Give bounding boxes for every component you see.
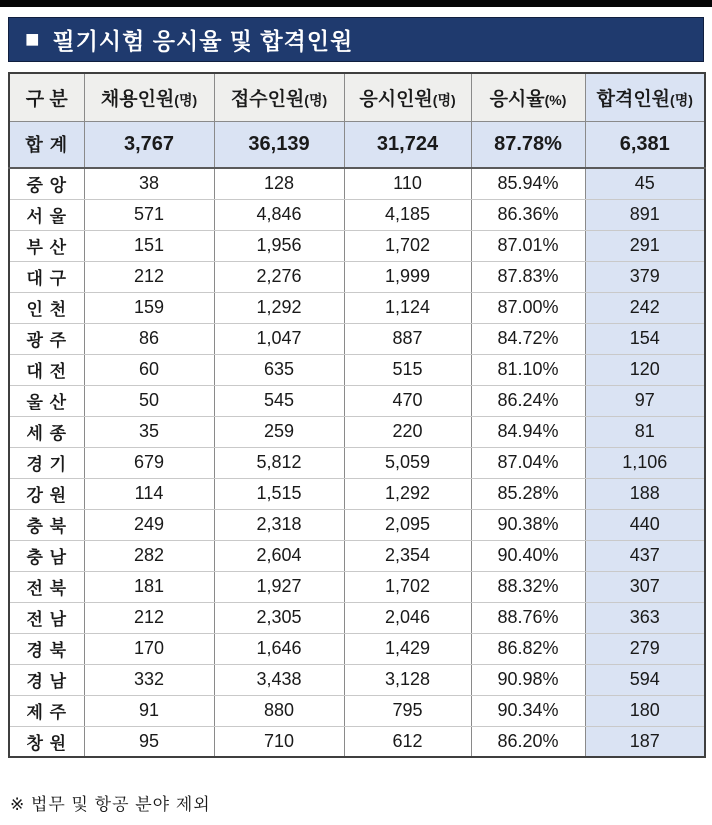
value-cell: 60 (84, 354, 214, 385)
header-row (9, 73, 705, 121)
value-cell: 891 (585, 199, 705, 230)
value-cell: 379 (585, 261, 705, 292)
column-header (344, 73, 471, 121)
value-cell: 90.34% (471, 695, 585, 726)
value-cell: 307 (585, 571, 705, 602)
value-cell: 85.94% (471, 168, 585, 199)
table-row (9, 261, 705, 292)
value-cell: 81.10% (471, 354, 585, 385)
value-cell: 87.00% (471, 292, 585, 323)
column-header (84, 73, 214, 121)
value-cell: 679 (84, 447, 214, 478)
column-header-label: 합격인원 (596, 88, 671, 110)
value-cell: 2,046 (344, 602, 471, 633)
value-cell: 4,846 (214, 199, 344, 230)
value-cell: 220 (344, 416, 471, 447)
value-cell: 880 (214, 695, 344, 726)
value-cell: 212 (84, 602, 214, 633)
row-label: 중 앙 (9, 168, 84, 199)
value-cell: 86.20% (471, 726, 585, 757)
table-row (9, 168, 705, 199)
table-row (9, 385, 705, 416)
row-label: 경 북 (9, 633, 84, 664)
top-divider-bar (0, 0, 712, 7)
value-cell: 2,354 (344, 540, 471, 571)
value-cell: 88.76% (471, 602, 585, 633)
value-cell: 1,927 (214, 571, 344, 602)
column-header-unit: (명) (670, 91, 693, 108)
value-cell: 87.78% (471, 121, 585, 168)
row-label: 전 북 (9, 571, 84, 602)
value-cell: 97 (585, 385, 705, 416)
row-label: 전 남 (9, 602, 84, 633)
value-cell: 159 (84, 292, 214, 323)
row-label: 대 구 (9, 261, 84, 292)
table-row (9, 354, 705, 385)
value-cell: 95 (84, 726, 214, 757)
section-title-bar (8, 17, 704, 62)
value-cell: 249 (84, 509, 214, 540)
table-row (9, 664, 705, 695)
value-cell: 88.32% (471, 571, 585, 602)
value-cell: 545 (214, 385, 344, 416)
value-cell: 1,515 (214, 478, 344, 509)
value-cell: 332 (84, 664, 214, 695)
row-label: 경 남 (9, 664, 84, 695)
value-cell: 151 (84, 230, 214, 261)
value-cell: 81 (585, 416, 705, 447)
value-cell: 45 (585, 168, 705, 199)
table-row (9, 571, 705, 602)
value-cell: 282 (84, 540, 214, 571)
footnote: ※ 법무 및 항공 분야 제외 (10, 795, 211, 814)
value-cell: 2,305 (214, 602, 344, 633)
value-cell: 3,128 (344, 664, 471, 695)
value-cell: 437 (585, 540, 705, 571)
column-header-label: 응시율 (489, 88, 545, 110)
value-cell: 571 (84, 199, 214, 230)
value-cell: 291 (585, 230, 705, 261)
value-cell: 87.01% (471, 230, 585, 261)
column-header-label: 응시인원 (359, 88, 433, 110)
value-cell: 128 (214, 168, 344, 199)
value-cell: 795 (344, 695, 471, 726)
value-cell: 180 (585, 695, 705, 726)
value-cell: 50 (84, 385, 214, 416)
value-cell: 87.83% (471, 261, 585, 292)
column-header-unit: (%) (544, 91, 567, 108)
row-label: 충 남 (9, 540, 84, 571)
value-cell: 1,047 (214, 323, 344, 354)
value-cell: 1,956 (214, 230, 344, 261)
value-cell: 279 (585, 633, 705, 664)
value-cell: 2,276 (214, 261, 344, 292)
column-header (585, 73, 705, 121)
value-cell: 84.94% (471, 416, 585, 447)
value-cell: 35 (84, 416, 214, 447)
square-bullet-icon: ■ (25, 25, 40, 53)
table-body (9, 121, 705, 757)
row-label: 서 울 (9, 199, 84, 230)
value-cell: 86.24% (471, 385, 585, 416)
section-title: 필기시험 응시율 및 합격인원 (52, 28, 354, 54)
row-label: 강 원 (9, 478, 84, 509)
value-cell: 5,059 (344, 447, 471, 478)
value-cell: 1,106 (585, 447, 705, 478)
value-cell: 1,292 (214, 292, 344, 323)
value-cell: 85.28% (471, 478, 585, 509)
value-cell: 1,124 (344, 292, 471, 323)
value-cell: 1,292 (344, 478, 471, 509)
value-cell: 1,646 (214, 633, 344, 664)
column-header (214, 73, 344, 121)
row-label: 창 원 (9, 726, 84, 757)
value-cell: 2,318 (214, 509, 344, 540)
value-cell: 1,702 (344, 571, 471, 602)
table-row (9, 602, 705, 633)
row-label: 인 천 (9, 292, 84, 323)
value-cell: 3,767 (84, 121, 214, 168)
value-cell: 86.82% (471, 633, 585, 664)
exam-stats-table (8, 72, 706, 758)
column-header-unit: (명) (174, 91, 198, 108)
value-cell: 887 (344, 323, 471, 354)
column-header (9, 73, 84, 121)
value-cell: 212 (84, 261, 214, 292)
value-cell: 1,429 (344, 633, 471, 664)
table-row (9, 509, 705, 540)
table-row (9, 323, 705, 354)
table-row (9, 478, 705, 509)
value-cell: 91 (84, 695, 214, 726)
value-cell: 90.40% (471, 540, 585, 571)
total-row (9, 121, 705, 168)
table-row (9, 230, 705, 261)
column-header-label: 채용인원 (100, 88, 175, 110)
table-row (9, 633, 705, 664)
value-cell: 515 (344, 354, 471, 385)
row-label: 세 종 (9, 416, 84, 447)
value-cell: 259 (214, 416, 344, 447)
value-cell: 710 (214, 726, 344, 757)
value-cell: 120 (585, 354, 705, 385)
column-header (471, 73, 585, 121)
value-cell: 114 (84, 478, 214, 509)
value-cell: 187 (585, 726, 705, 757)
table-row (9, 540, 705, 571)
value-cell: 594 (585, 664, 705, 695)
value-cell: 84.72% (471, 323, 585, 354)
value-cell: 2,095 (344, 509, 471, 540)
table-row (9, 199, 705, 230)
value-cell: 1,702 (344, 230, 471, 261)
table-row (9, 447, 705, 478)
value-cell: 36,139 (214, 121, 344, 168)
table-row (9, 416, 705, 447)
value-cell: 90.98% (471, 664, 585, 695)
value-cell: 188 (585, 478, 705, 509)
value-cell: 87.04% (471, 447, 585, 478)
value-cell: 363 (585, 602, 705, 633)
value-cell: 38 (84, 168, 214, 199)
row-label: 경 기 (9, 447, 84, 478)
value-cell: 635 (214, 354, 344, 385)
table-row (9, 292, 705, 323)
value-cell: 170 (84, 633, 214, 664)
row-label: 합 계 (9, 121, 84, 168)
value-cell: 470 (344, 385, 471, 416)
value-cell: 86.36% (471, 199, 585, 230)
value-cell: 86 (84, 323, 214, 354)
value-cell: 110 (344, 168, 471, 199)
row-label: 충 북 (9, 509, 84, 540)
value-cell: 612 (344, 726, 471, 757)
column-header-label: 구 분 (25, 88, 68, 110)
row-label: 부 산 (9, 230, 84, 261)
value-cell: 90.38% (471, 509, 585, 540)
value-cell: 4,185 (344, 199, 471, 230)
row-label: 울 산 (9, 385, 84, 416)
value-cell: 31,724 (344, 121, 471, 168)
value-cell: 6,381 (585, 121, 705, 168)
table-row (9, 695, 705, 726)
value-cell: 2,604 (214, 540, 344, 571)
value-cell: 5,812 (214, 447, 344, 478)
table-row (9, 726, 705, 757)
value-cell: 181 (84, 571, 214, 602)
row-label: 제 주 (9, 695, 84, 726)
value-cell: 1,999 (344, 261, 471, 292)
column-header-unit: (명) (304, 91, 328, 108)
value-cell: 440 (585, 509, 705, 540)
value-cell: 3,438 (214, 664, 344, 695)
value-cell: 154 (585, 323, 705, 354)
column-header-label: 접수인원 (230, 88, 305, 110)
value-cell: 242 (585, 292, 705, 323)
row-label: 광 주 (9, 323, 84, 354)
row-label: 대 전 (9, 354, 84, 385)
column-header-unit: (명) (432, 91, 456, 108)
